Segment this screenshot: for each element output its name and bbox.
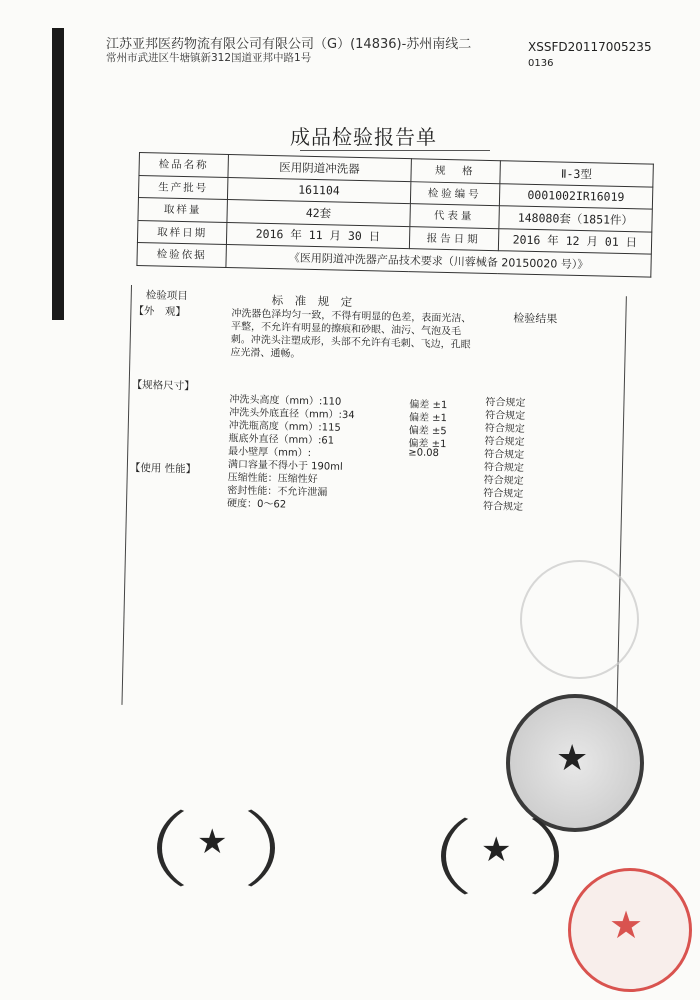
batch-label: 生产批号 bbox=[138, 175, 227, 200]
represent-value: 148080套（1851件） bbox=[498, 206, 652, 232]
result-5: 符合规定 bbox=[484, 449, 525, 461]
tolerance-5: ≥0.08 bbox=[408, 447, 440, 460]
spec-line-9: 硬度：0～62 bbox=[226, 498, 287, 511]
sample-date-value: 2016 年 11 月 30 日 bbox=[226, 222, 409, 249]
qc-seal-left bbox=[157, 800, 275, 896]
star-icon: ★ bbox=[481, 830, 512, 870]
basis-value: 《医用阴道冲洗器产品技术要求（川蓉械备 20150020 号）》 bbox=[226, 245, 651, 277]
red-company-seal bbox=[568, 868, 692, 992]
tolerance-2: 偏差 ±1 bbox=[408, 412, 448, 425]
performance-label: 【使用 性能】 bbox=[129, 462, 197, 476]
product-name-value: 医用阴道冲洗器 bbox=[228, 155, 411, 182]
item-header: 检验项目 bbox=[145, 289, 188, 303]
spec-line-2: 冲洗头外底直径（mm）:34 bbox=[229, 407, 355, 422]
spec-line-7: 压缩性能：压缩性好 bbox=[227, 472, 318, 486]
page-title: 成品检验报告单 bbox=[290, 125, 437, 149]
faint-seal bbox=[520, 560, 639, 679]
tolerance-4: 偏差 ±1 bbox=[408, 438, 447, 451]
test-no-label: 检验编号 bbox=[410, 181, 499, 206]
appearance-text: 冲洗器色泽均匀一致，不得有明显的色差，表面光洁、平整，不允许有明显的擦痕和砂眼、油污、气泡及毛刺。冲洗头注塑成形，头部不允许有毛刺、飞边，孔眼应光滑、通畅。 bbox=[230, 308, 472, 360]
result-header: 检验结果 bbox=[513, 311, 558, 326]
result-4: 符合规定 bbox=[484, 436, 525, 448]
sample-qty-label: 取样量 bbox=[138, 197, 227, 222]
result-6: 符合规定 bbox=[483, 462, 525, 474]
basis-label: 检验依据 bbox=[137, 242, 226, 267]
spec-line-4: 瓶底外直径（mm）:61 bbox=[228, 433, 335, 447]
result-1: 符合规定 bbox=[485, 397, 526, 409]
title-underline bbox=[300, 150, 490, 151]
spec-line-1: 冲洗头高度（mm）:110 bbox=[229, 394, 342, 408]
product-name-label: 检品名称 bbox=[139, 153, 228, 178]
star-icon: ★ bbox=[609, 903, 644, 947]
appearance-label: 【外 观】 bbox=[133, 305, 187, 319]
spec-line-8: 密封性能：不允许泄漏 bbox=[227, 485, 328, 499]
star-icon: ★ bbox=[197, 822, 228, 862]
spec-line-6: 满口容量不得小于 190ml bbox=[227, 459, 343, 473]
test-no-value: 0001002IR16019 bbox=[499, 183, 653, 209]
spec-label: 规 格 bbox=[411, 159, 500, 184]
batch-value: 161104 bbox=[227, 177, 410, 204]
report-date-value: 2016 年 12 月 01 日 bbox=[498, 228, 652, 254]
qc-seal-right bbox=[441, 808, 559, 904]
result-2: 符合规定 bbox=[485, 410, 526, 422]
represent-label: 代表量 bbox=[410, 204, 499, 229]
spec-line-3: 冲洗瓶高度（mm）:115 bbox=[228, 420, 341, 434]
scan-edge-bar bbox=[52, 28, 64, 320]
report-date-label: 报告日期 bbox=[409, 226, 498, 251]
result-8: 符合规定 bbox=[483, 488, 524, 500]
result-3: 符合规定 bbox=[484, 423, 525, 435]
address-line: 常州市武进区牛塘镇新312国道亚邦中路1号 bbox=[106, 52, 312, 64]
sample-date-label: 取样日期 bbox=[137, 220, 226, 245]
spec-line-5: 最小壁厚（mm）: bbox=[228, 446, 312, 460]
info-table bbox=[136, 152, 653, 277]
standard-header: 标 准 规 定 bbox=[271, 293, 353, 310]
result-9: 符合规定 bbox=[482, 501, 524, 513]
company-line: 江苏亚邦医药物流有限公司有限公司（G）(14836)-苏州南线二 bbox=[106, 37, 472, 52]
document-number: XSSFD20117005235 bbox=[528, 40, 652, 54]
tolerance-3: 偏差 ±5 bbox=[408, 425, 447, 438]
spec-value: Ⅱ-3型 bbox=[500, 161, 654, 187]
document-number-suffix: 0136 bbox=[528, 58, 554, 69]
star-icon: ★ bbox=[556, 738, 589, 779]
size-label: 【规格尺寸】 bbox=[131, 379, 195, 393]
tolerance-1: 偏差 ±1 bbox=[409, 399, 448, 412]
result-7: 符合规定 bbox=[483, 475, 524, 487]
sample-qty-value: 42套 bbox=[227, 200, 410, 227]
inspection-seal bbox=[506, 694, 644, 832]
